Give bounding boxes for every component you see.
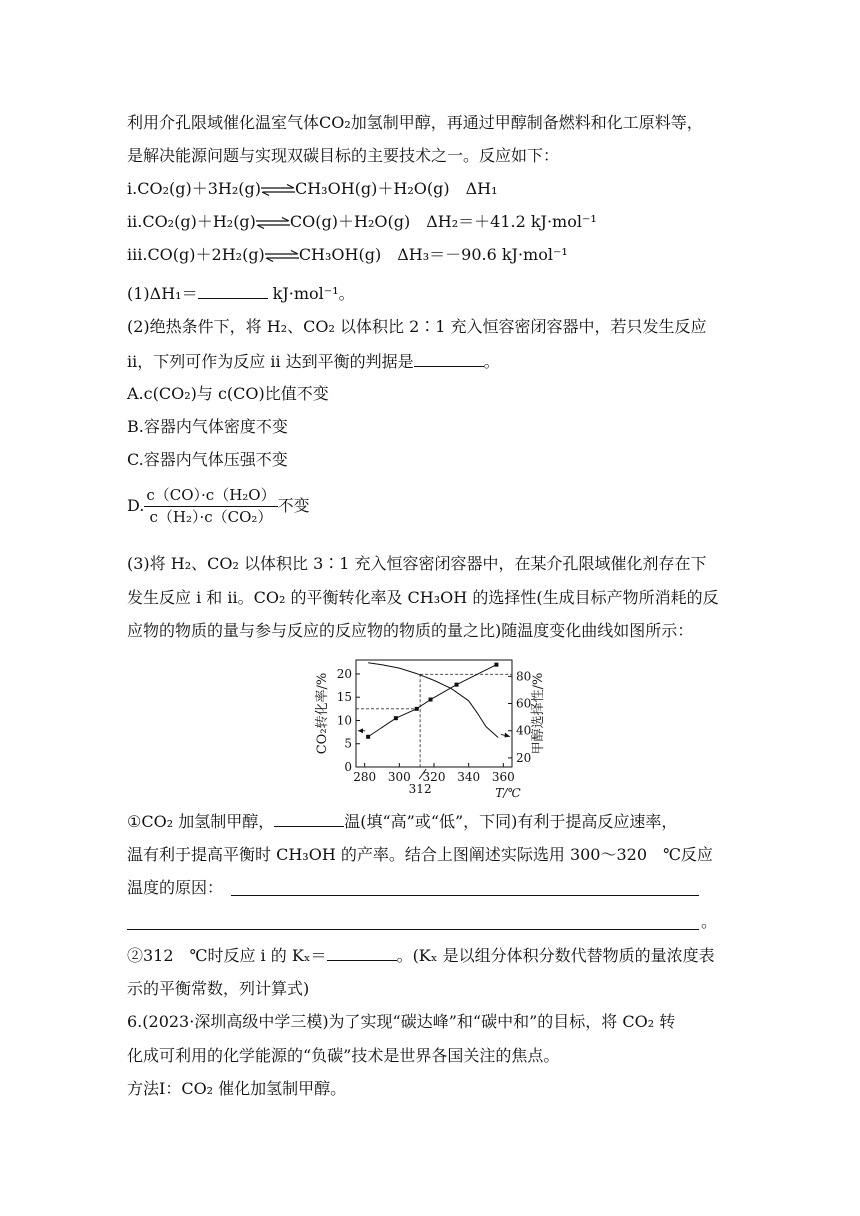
plot-frame	[356, 660, 512, 767]
conversion-point	[366, 735, 370, 739]
x-axis-label: T/℃	[495, 786, 521, 800]
reaction-ii	[127, 211, 597, 233]
fraction-denominator: c（H₂）·c（CO₂）	[149, 508, 273, 526]
answer-blank-temp-1[interactable]	[274, 810, 344, 827]
conversion-point	[455, 683, 459, 687]
x-tick-label: 340	[457, 770, 481, 784]
subq-1-suffix: 温(填“高”或“低”，下同)有利于提高反应速率，	[344, 812, 678, 831]
intro-line-2: 是解决能源问题与实现双碳目标的主要技术之一。反应如下：	[127, 146, 560, 165]
y-right-tick-label: 40	[516, 723, 532, 738]
reaction-ii-left: ii.CO₂(g)＋H₂(g)	[127, 212, 256, 231]
question-2-line-1: (2)绝热条件下，将 H₂、CO₂ 以体积比 2∶1 充入恒容密闭容器中，若只发生反应	[127, 317, 707, 336]
reaction-i-right: CH₃OH(g)＋H₂O(g) ΔH₁	[294, 179, 498, 198]
question-2-line-2	[127, 350, 500, 373]
fraction-numerator: c（CO）·c（H₂O）	[144, 486, 277, 507]
answer-blank-q2[interactable]	[414, 350, 484, 367]
subq-1-end: 。	[701, 912, 718, 931]
conversion-point	[429, 698, 433, 702]
reaction-iii-right: CH₃OH(g) ΔH₃＝－90.6 kJ·mol⁻¹	[298, 245, 568, 264]
intro-line-1: 利用介孔限域催化温室气体CO₂加氢制甲醇，再通过甲醇制备燃料和化工原料等，	[127, 113, 703, 132]
y-right-tick-label: 80	[516, 669, 532, 684]
y-left-tick-label: 10	[336, 713, 352, 728]
y-left-axis-label: CO₂转化率/%	[315, 672, 330, 755]
question-2-suffix: 。	[483, 352, 500, 371]
question-3-line-2: 发生反应 i 和 ii。CO₂ 的平衡转化率及 CH₃OH 的选择性(生成目标产物所消耗的反	[127, 588, 719, 607]
reaction-ii-right: CO(g)＋H₂O(g) ΔH₂＝＋41.2 kJ·mol⁻¹	[289, 212, 597, 231]
y-left-tick-label: 15	[336, 690, 352, 705]
x-tick-label: 320	[422, 770, 446, 784]
equilibrium-arrow-icon	[265, 250, 299, 262]
x-tick-label: 280	[353, 770, 377, 784]
y-left-tick-label: 5	[344, 736, 352, 751]
option-d-label: D.	[127, 496, 145, 515]
problem-6-line-1: 6.(2023·深圳高级中学三模)为了实现“碳达峰”和“碳中和”的目标，将 CO₂ 转	[127, 1012, 676, 1031]
option-a: A.c(CO₂)与 c(CO)比值不变	[127, 384, 329, 403]
subq-1-line-1	[127, 810, 677, 833]
conversion-selectivity-chart	[310, 655, 560, 803]
x-extra-tick-label: 312	[408, 782, 432, 796]
reaction-iii	[127, 244, 568, 266]
conversion-point	[415, 707, 419, 711]
arrow-head-left-icon	[358, 728, 363, 733]
problem-6-line-3: 方法Ⅰ：CO₂ 催化加氢制甲醇。	[127, 1079, 347, 1098]
y-left-tick-label: 20	[336, 666, 352, 681]
x-tick-label: 300	[387, 770, 411, 784]
answer-blank-kx[interactable]	[327, 944, 397, 961]
subq-2-suffix: 。(Kₓ 是以组分体积分数代替物质的量浓度表	[396, 946, 715, 965]
subq-1-prefix: ①CO₂ 加氢制甲醇，	[127, 812, 275, 831]
subq-2-line-1	[127, 944, 715, 967]
question-3-line-3: 应物的物质的量与参与反应的反应物的物质的量之比)随温度变化曲线如图所示：	[127, 621, 694, 640]
y-right-axis-label: 甲醇选择性/%	[531, 672, 546, 755]
equilibrium-arrow-icon	[256, 217, 290, 229]
reaction-i-left: i.CO₂(g)＋3H₂(g)	[127, 179, 261, 198]
option-c: C.容器内气体压强不变	[127, 450, 288, 469]
answer-blank-q1[interactable]	[198, 282, 268, 299]
question-1-prefix: (1)ΔH₁＝	[127, 284, 198, 303]
subq-1-line-3: 温度的原因：	[127, 878, 224, 897]
option-b: B.容器内气体密度不变	[127, 417, 288, 436]
conversion-point	[494, 663, 498, 667]
x-tick-label: 360	[491, 770, 515, 784]
answer-line-reason-2[interactable]	[127, 929, 699, 930]
y-left-tick-label: 0	[344, 760, 352, 774]
option-d-fraction	[144, 486, 277, 527]
y-right-tick-label: 20	[516, 750, 532, 765]
subq-1-line-2: 温有利于提高平衡时 CH₃OH 的产率。结合上图阐述实际选用 300～320 ℃反应	[127, 845, 713, 864]
problem-6-line-2: 化成可利用的化学能源的“负碳”技术是世界各国关注的焦点。	[127, 1046, 560, 1065]
answer-line-reason-1[interactable]	[231, 895, 699, 896]
conversion-point	[394, 716, 398, 720]
option-d-suffix: 不变	[277, 496, 310, 515]
subq-2-line-2: 示的平衡常数，列计算式)	[127, 979, 310, 998]
reaction-i	[127, 178, 498, 200]
y-right-tick-label: 60	[516, 696, 532, 711]
option-d	[127, 486, 310, 527]
question-1-suffix: kJ·mol⁻¹。	[267, 284, 355, 303]
reaction-iii-left: iii.CO(g)＋2H₂(g)	[127, 245, 265, 264]
question-3-line-1: (3)将 H₂、CO₂ 以体积比 3∶1 充入恒容密闭容器中，在某介孔限域催化剂存在下	[127, 554, 707, 573]
subq-2-prefix: ②312 ℃时反应 i 的 Kₓ＝	[127, 946, 327, 965]
question-2-prefix: ii，下列可作为反应 ii 达到平衡的判据是	[127, 352, 414, 371]
equilibrium-arrow-icon	[261, 184, 295, 196]
question-1	[127, 282, 355, 305]
